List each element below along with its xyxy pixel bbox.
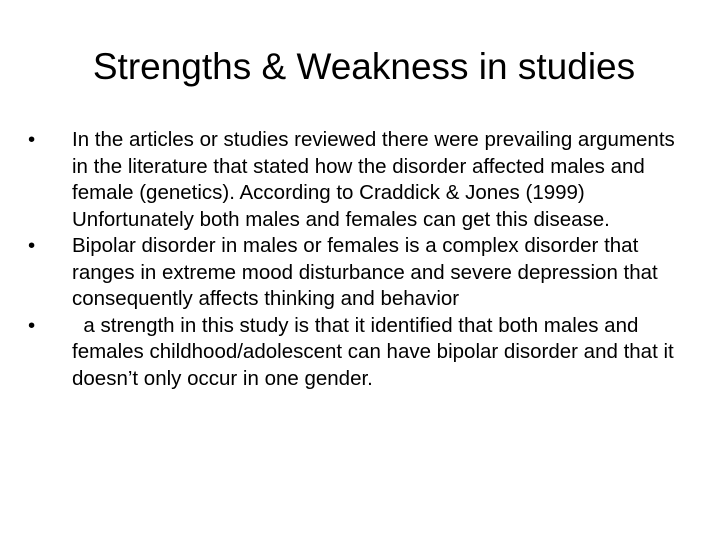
bullet-item: [28, 127, 688, 233]
bullet-icon: •: [28, 313, 36, 337]
bullet-list: [28, 127, 688, 392]
bullet-text: In the articles or studies reviewed there were prevailing arguments in the literature that stated how the disorder affected males and female (genetics). According to Craddick & Jones (1999) Unfortunately both males and females can get this disease.: [72, 128, 681, 231]
slide-title: Strengths & Weakness in studies: [92, 46, 636, 87]
bullet-text: a strength in this study is that it identified that both males and females childhood/adolescent can have bipolar disorder and that it doesn’t only occur in one gender.: [72, 313, 680, 390]
bullet-item: [28, 313, 688, 393]
bullet-item: [28, 233, 688, 313]
bullet-icon: •: [28, 234, 36, 257]
bullet-text: Bipolar disorder in males or females is a complex disorder that ranges in extreme mood disturbance and severe depression that consequently affects thinking and behavior: [72, 234, 664, 310]
bullet-icon: •: [28, 128, 36, 151]
